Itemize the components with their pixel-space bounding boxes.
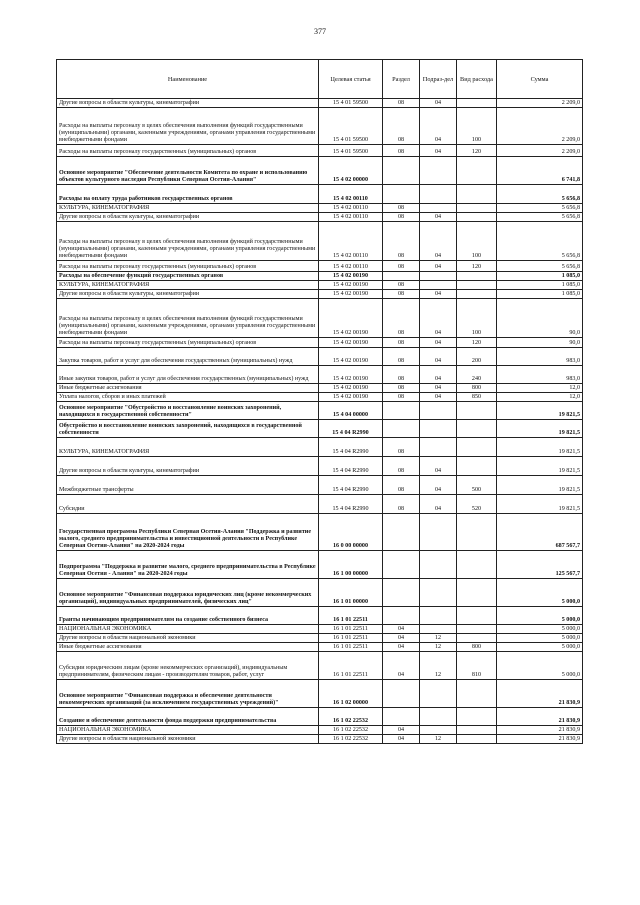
cell-expense-type: 520 [457, 495, 497, 514]
table-row [57, 652, 583, 680]
cell-sum: 1 085,0 [497, 272, 583, 281]
budget-table [56, 59, 583, 744]
cell-name: Другие вопросы в области национальной экономики [57, 735, 319, 744]
cell-subsection: 04 [420, 495, 457, 514]
cell-section [383, 607, 420, 625]
cell-name: Иные закупки товаров, работ и услуг для обеспечения государственных (муниципальных) нужд [57, 366, 319, 384]
cell-subsection [420, 438, 457, 457]
cell-target-code: 16 1 01 22511 [319, 634, 383, 643]
cell-target-code: 16 0 00 00000 [319, 514, 383, 551]
cell-subsection: 04 [420, 213, 457, 222]
cell-target-code: 15 4 02 00190 [319, 348, 383, 366]
table-row [57, 157, 583, 185]
table-row [57, 420, 583, 438]
cell-name: Расходы на выплаты персоналу государственных (муниципальных) органов [57, 145, 319, 157]
cell-expense-type: 810 [457, 652, 497, 680]
header-sum: Сумма [497, 60, 583, 99]
cell-name: Уплата налогов, сборов и иных платежей [57, 393, 319, 402]
table-row [57, 514, 583, 551]
cell-name: Другие вопросы в области культуры, кинематографии [57, 290, 319, 299]
cell-name: Гранты начинающим предпринимателям на создание собственного бизнеса [57, 607, 319, 625]
cell-name: Другие вопросы в области культуры, кинематографии [57, 213, 319, 222]
cell-name: Иные бюджетные ассигнования [57, 643, 319, 652]
cell-subsection [420, 185, 457, 204]
cell-sum: 5 000,0 [497, 625, 583, 634]
cell-target-code: 15 4 01 59500 [319, 99, 383, 108]
cell-expense-type [457, 735, 497, 744]
cell-expense-type [457, 213, 497, 222]
cell-expense-type [457, 579, 497, 607]
header-target-code: Целевая статья [319, 60, 383, 99]
header-expense-type: Вид расхода [457, 60, 497, 99]
cell-subsection [420, 157, 457, 185]
table-row [57, 726, 583, 735]
cell-subsection: 12 [420, 735, 457, 744]
cell-expense-type: 120 [457, 338, 497, 348]
cell-subsection: 04 [420, 299, 457, 338]
cell-section: 08 [383, 393, 420, 402]
cell-section: 04 [383, 643, 420, 652]
cell-sum: 983,0 [497, 348, 583, 366]
cell-name: Иные бюджетные ассигнования [57, 384, 319, 393]
table-row [57, 634, 583, 643]
cell-section: 08 [383, 495, 420, 514]
cell-target-code: 15 4 02 00190 [319, 290, 383, 299]
cell-sum: 125 567,7 [497, 551, 583, 579]
cell-name: Расходы на оплату труда работников государственных органов [57, 185, 319, 204]
cell-expense-type [457, 402, 497, 420]
cell-name: Основное мероприятие "Финансовая поддержка юридических лиц (кроме некоммерческих организаций), индивидуальных предпринимателей, физических лиц" [57, 579, 319, 607]
cell-expense-type: 240 [457, 366, 497, 384]
table-row [57, 213, 583, 222]
cell-subsection: 04 [420, 476, 457, 495]
cell-subsection [420, 551, 457, 579]
cell-name: Расходы на выплаты персоналу государственных (муниципальных) органов [57, 338, 319, 348]
cell-sum: 5 000,0 [497, 652, 583, 680]
cell-sum: 5 656,8 [497, 222, 583, 261]
cell-sum: 19 821,5 [497, 457, 583, 476]
cell-sum: 1 085,0 [497, 290, 583, 299]
table-row [57, 708, 583, 726]
cell-expense-type: 100 [457, 108, 497, 145]
cell-name: КУЛЬТУРА, КИНЕМАТОГРАФИЯ [57, 204, 319, 213]
cell-section: 08 [383, 99, 420, 108]
cell-subsection [420, 726, 457, 735]
cell-subsection: 04 [420, 222, 457, 261]
cell-subsection [420, 272, 457, 281]
table-row [57, 290, 583, 299]
cell-name: Основное мероприятие "Обустройство и восстановление воинских захоронений, находящихся в государственной собственности" [57, 402, 319, 420]
cell-section: 08 [383, 338, 420, 348]
cell-name: Подпрограмма "Поддержка и развитие малого, среднего предпринимательства в Республике Северная Осетия - Алания" на 2020-2024 годы [57, 551, 319, 579]
cell-sum: 21 830,9 [497, 735, 583, 744]
cell-subsection: 04 [420, 348, 457, 366]
cell-sum: 5 000,0 [497, 643, 583, 652]
cell-subsection: 04 [420, 145, 457, 157]
cell-section: 08 [383, 299, 420, 338]
cell-name: Основное мероприятие "Финансовая поддержка и обеспечение деятельности некоммерческих организаций (за исключением государственных учреждений)" [57, 680, 319, 708]
cell-subsection [420, 420, 457, 438]
table-body [57, 99, 583, 744]
table-row [57, 299, 583, 338]
cell-sum: 12,0 [497, 393, 583, 402]
cell-subsection [420, 708, 457, 726]
cell-target-code: 15 4 02 00110 [319, 204, 383, 213]
cell-section: 08 [383, 145, 420, 157]
cell-target-code: 15 4 04 00000 [319, 402, 383, 420]
cell-section: 08 [383, 348, 420, 366]
cell-target-code: 15 4 04 R2990 [319, 476, 383, 495]
cell-sum: 5 656,8 [497, 204, 583, 213]
cell-target-code: 15 4 02 00110 [319, 222, 383, 261]
cell-name: Расходы на выплаты персоналу в целях обеспечения выполнения функций государственными (муниципальными) органами, казенными учреждениями, органами управления государственными внебюджетными фондами [57, 222, 319, 261]
table-row [57, 457, 583, 476]
cell-target-code: 15 4 02 00110 [319, 261, 383, 272]
cell-subsection: 12 [420, 634, 457, 643]
cell-expense-type [457, 420, 497, 438]
cell-name: Другие вопросы в области культуры, кинематографии [57, 457, 319, 476]
cell-target-code: 15 4 02 00190 [319, 299, 383, 338]
table-row [57, 476, 583, 495]
cell-target-code: 16 1 02 00000 [319, 680, 383, 708]
cell-section: 08 [383, 222, 420, 261]
cell-subsection [420, 402, 457, 420]
table-row [57, 393, 583, 402]
cell-section: 08 [383, 281, 420, 290]
cell-section [383, 185, 420, 204]
cell-name: Другие вопросы в области культуры, кинематографии [57, 99, 319, 108]
cell-subsection: 04 [420, 108, 457, 145]
cell-name: Расходы на выплаты персоналу государственных (муниципальных) органов [57, 261, 319, 272]
cell-subsection: 12 [420, 643, 457, 652]
cell-section: 04 [383, 735, 420, 744]
cell-subsection [420, 579, 457, 607]
cell-sum: 5 000,0 [497, 634, 583, 643]
cell-target-code: 16 1 02 22532 [319, 708, 383, 726]
cell-target-code: 16 1 02 22532 [319, 735, 383, 744]
table-row [57, 204, 583, 213]
cell-target-code: 15 4 02 00190 [319, 393, 383, 402]
cell-section: 08 [383, 438, 420, 457]
table-header-row [57, 60, 583, 99]
table-row [57, 338, 583, 348]
table-row [57, 680, 583, 708]
cell-target-code: 16 1 01 22511 [319, 607, 383, 625]
cell-name: Расходы на выплаты персоналу в целях обеспечения выполнения функций государственными (муниципальными) органами, казенными учреждениями, органами управления государственными внебюджетными фондами [57, 108, 319, 145]
cell-expense-type [457, 708, 497, 726]
cell-target-code: 15 4 04 R2990 [319, 420, 383, 438]
cell-section: 08 [383, 457, 420, 476]
cell-expense-type: 800 [457, 384, 497, 393]
cell-name: Межбюджетные трансферты [57, 476, 319, 495]
cell-section: 08 [383, 261, 420, 272]
cell-sum: 12,0 [497, 384, 583, 393]
cell-section: 08 [383, 213, 420, 222]
cell-target-code: 15 4 02 00190 [319, 281, 383, 290]
cell-section [383, 402, 420, 420]
cell-name: Другие вопросы в области национальной экономики [57, 634, 319, 643]
cell-expense-type: 200 [457, 348, 497, 366]
cell-sum: 19 821,5 [497, 420, 583, 438]
cell-subsection: 04 [420, 384, 457, 393]
cell-sum: 90,0 [497, 338, 583, 348]
cell-name: НАЦИОНАЛЬНАЯ ЭКОНОМИКА [57, 625, 319, 634]
table-row [57, 185, 583, 204]
cell-sum: 2 209,0 [497, 145, 583, 157]
cell-subsection: 04 [420, 393, 457, 402]
table-row [57, 735, 583, 744]
cell-target-code: 15 4 02 00190 [319, 384, 383, 393]
cell-target-code: 15 4 01 59500 [319, 145, 383, 157]
cell-expense-type: 120 [457, 261, 497, 272]
cell-target-code: 16 1 01 22511 [319, 643, 383, 652]
cell-section: 08 [383, 366, 420, 384]
cell-expense-type [457, 185, 497, 204]
cell-sum: 5 656,8 [497, 185, 583, 204]
cell-subsection [420, 281, 457, 290]
cell-target-code: 15 4 04 R2990 [319, 495, 383, 514]
cell-expense-type: 120 [457, 145, 497, 157]
cell-target-code: 15 4 02 00190 [319, 366, 383, 384]
cell-expense-type [457, 726, 497, 735]
cell-target-code: 16 1 01 00000 [319, 579, 383, 607]
cell-target-code: 15 4 02 00110 [319, 213, 383, 222]
cell-expense-type [457, 457, 497, 476]
cell-sum: 19 821,5 [497, 402, 583, 420]
table-row [57, 145, 583, 157]
cell-subsection: 12 [420, 652, 457, 680]
cell-expense-type: 100 [457, 299, 497, 338]
cell-subsection: 04 [420, 261, 457, 272]
cell-subsection: 04 [420, 457, 457, 476]
cell-expense-type [457, 290, 497, 299]
cell-expense-type [457, 514, 497, 551]
cell-subsection [420, 625, 457, 634]
cell-name: КУЛЬТУРА, КИНЕМАТОГРАФИЯ [57, 281, 319, 290]
cell-sum: 21 830,9 [497, 680, 583, 708]
cell-expense-type [457, 157, 497, 185]
table-row [57, 625, 583, 634]
header-name: Наименование [57, 60, 319, 99]
cell-expense-type [457, 634, 497, 643]
cell-expense-type: 850 [457, 393, 497, 402]
cell-sum: 983,0 [497, 366, 583, 384]
cell-name: Обустройство и восстановление воинских захоронений, находящихся в государственной собственности [57, 420, 319, 438]
cell-expense-type [457, 625, 497, 634]
cell-name: Создание и обеспечение деятельности фонда поддержки предпринимательства [57, 708, 319, 726]
cell-name: Субсидии [57, 495, 319, 514]
cell-section: 08 [383, 290, 420, 299]
table-row [57, 281, 583, 290]
header-subsection: Подраз-дел [420, 60, 457, 99]
cell-expense-type [457, 272, 497, 281]
cell-section: 08 [383, 384, 420, 393]
cell-name: Расходы на обеспечение функций государственных органов [57, 272, 319, 281]
cell-sum: 19 821,5 [497, 495, 583, 514]
cell-target-code: 16 1 00 00000 [319, 551, 383, 579]
cell-subsection: 04 [420, 338, 457, 348]
cell-section [383, 579, 420, 607]
cell-expense-type [457, 204, 497, 213]
cell-name: Расходы на выплаты персоналу в целях обеспечения выполнения функций государственными (муниципальными) органами, казенными учреждениями, органами управления государственными внебюджетными фондами [57, 299, 319, 338]
cell-name: НАЦИОНАЛЬНАЯ ЭКОНОМИКА [57, 726, 319, 735]
header-section: Раздел [383, 60, 420, 99]
cell-target-code: 16 1 01 22511 [319, 625, 383, 634]
cell-sum: 19 821,5 [497, 476, 583, 495]
cell-section: 04 [383, 634, 420, 643]
table-row [57, 438, 583, 457]
cell-target-code: 16 1 01 22511 [319, 652, 383, 680]
cell-sum: 1 085,0 [497, 281, 583, 290]
cell-sum: 90,0 [497, 299, 583, 338]
table-row [57, 495, 583, 514]
cell-expense-type: 100 [457, 222, 497, 261]
cell-section [383, 272, 420, 281]
cell-expense-type [457, 607, 497, 625]
cell-sum: 5 656,8 [497, 213, 583, 222]
table-row [57, 579, 583, 607]
cell-expense-type [457, 551, 497, 579]
cell-subsection: 04 [420, 99, 457, 108]
cell-name: Закупка товаров, работ и услуг для обеспечения государственных (муниципальных) нужд [57, 348, 319, 366]
table-row [57, 384, 583, 393]
cell-sum: 5 000,0 [497, 579, 583, 607]
cell-subsection [420, 607, 457, 625]
table-row [57, 261, 583, 272]
cell-sum: 5 656,8 [497, 261, 583, 272]
table-row [57, 551, 583, 579]
cell-section: 04 [383, 652, 420, 680]
cell-section [383, 708, 420, 726]
cell-target-code: 15 4 02 00190 [319, 272, 383, 281]
cell-section: 04 [383, 625, 420, 634]
cell-expense-type: 800 [457, 643, 497, 652]
table-row [57, 99, 583, 108]
cell-sum: 2 209,0 [497, 99, 583, 108]
cell-sum: 2 209,0 [497, 108, 583, 145]
cell-section [383, 514, 420, 551]
cell-target-code: 15 4 01 59500 [319, 108, 383, 145]
table-row [57, 348, 583, 366]
cell-section [383, 420, 420, 438]
table-row [57, 222, 583, 261]
cell-target-code: 16 1 02 22532 [319, 726, 383, 735]
cell-expense-type [457, 99, 497, 108]
cell-section [383, 680, 420, 708]
cell-section [383, 551, 420, 579]
cell-target-code: 15 4 02 00190 [319, 338, 383, 348]
table-row [57, 366, 583, 384]
cell-target-code: 15 4 04 R2990 [319, 438, 383, 457]
cell-sum: 21 830,9 [497, 726, 583, 735]
cell-sum: 19 821,5 [497, 438, 583, 457]
cell-subsection [420, 680, 457, 708]
table-row [57, 643, 583, 652]
cell-target-code: 15 4 04 R2990 [319, 457, 383, 476]
cell-expense-type [457, 281, 497, 290]
cell-subsection: 04 [420, 366, 457, 384]
cell-sum: 21 830,9 [497, 708, 583, 726]
cell-sum: 6 741,8 [497, 157, 583, 185]
page-number: 377 [314, 27, 326, 36]
cell-subsection [420, 204, 457, 213]
cell-section [383, 157, 420, 185]
cell-section: 08 [383, 476, 420, 495]
cell-expense-type: 500 [457, 476, 497, 495]
cell-target-code: 15 4 02 00110 [319, 185, 383, 204]
cell-name: Субсидии юридическим лицам (кроме некоммерческих организаций), индивидуальным предпринимателям, физическим лицам - производителям товаров, работ, услуг [57, 652, 319, 680]
cell-section: 08 [383, 108, 420, 145]
cell-name: КУЛЬТУРА, КИНЕМАТОГРАФИЯ [57, 438, 319, 457]
cell-sum: 5 000,0 [497, 607, 583, 625]
cell-expense-type [457, 438, 497, 457]
cell-target-code: 15 4 02 00000 [319, 157, 383, 185]
table-row [57, 108, 583, 145]
cell-section: 08 [383, 204, 420, 213]
table-row [57, 607, 583, 625]
cell-name: Государственная программа Республики Северная Осетия-Алания "Поддержка и развитие малого, среднего предпринимательства и инвестиционной деятельности в Республике Северная Осетия-Алания" на 2020-2024 годы [57, 514, 319, 551]
cell-name: Основное мероприятие "Обеспечение деятельности Комитета по охране и использованию объектов культурного наследия Республики Северная Осетия-Алания" [57, 157, 319, 185]
table-row [57, 272, 583, 281]
cell-sum: 687 567,7 [497, 514, 583, 551]
table-row [57, 402, 583, 420]
cell-subsection: 04 [420, 290, 457, 299]
cell-expense-type [457, 680, 497, 708]
cell-subsection [420, 514, 457, 551]
cell-section: 04 [383, 726, 420, 735]
